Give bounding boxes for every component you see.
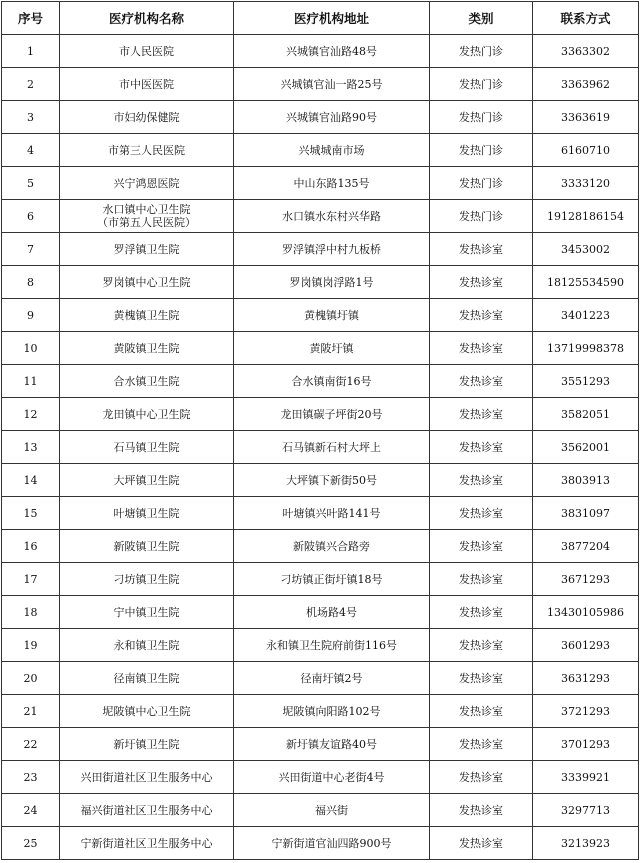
cell-category: 发热门诊 <box>430 101 533 134</box>
cell-address: 福兴街 <box>234 794 430 827</box>
table-row <box>2 35 639 68</box>
cell-no: 24 <box>2 794 60 827</box>
table-row <box>2 563 639 596</box>
cell-address: 坭陂镇向阳路102号 <box>234 695 430 728</box>
cell-name: 石马镇卫生院 <box>60 431 234 464</box>
table-row <box>2 629 639 662</box>
cell-phone: 3213923 <box>533 827 639 860</box>
cell-name: 市人民医院 <box>60 35 234 68</box>
cell-phone: 3453002 <box>533 233 639 266</box>
cell-no: 8 <box>2 266 60 299</box>
cell-no: 5 <box>2 167 60 200</box>
cell-category: 发热门诊 <box>430 200 533 233</box>
cell-address: 永和镇卫生院府前街116号 <box>234 629 430 662</box>
cell-no: 1 <box>2 35 60 68</box>
cell-phone: 3803913 <box>533 464 639 497</box>
cell-phone: 6160710 <box>533 134 639 167</box>
cell-category: 发热诊室 <box>430 233 533 266</box>
cell-phone: 3562001 <box>533 431 639 464</box>
cell-phone: 3582051 <box>533 398 639 431</box>
cell-category: 发热诊室 <box>430 365 533 398</box>
cell-name: 大坪镇卫生院 <box>60 464 234 497</box>
cell-phone: 3401223 <box>533 299 639 332</box>
cell-category: 发热诊室 <box>430 695 533 728</box>
cell-address: 机场路4号 <box>234 596 430 629</box>
cell-phone: 3363302 <box>533 35 639 68</box>
cell-address: 宁新街道官汕四路900号 <box>234 827 430 860</box>
cell-name: 市中医医院 <box>60 68 234 101</box>
cell-name: 宁新街道社区卫生服务中心 <box>60 827 234 860</box>
cell-address: 罗岗镇岗浮路1号 <box>234 266 430 299</box>
cell-name: 兴宁鸿恩医院 <box>60 167 234 200</box>
cell-category: 发热门诊 <box>430 167 533 200</box>
table-row <box>2 497 639 530</box>
table-row <box>2 101 639 134</box>
cell-phone: 3551293 <box>533 365 639 398</box>
table-row <box>2 464 639 497</box>
cell-category: 发热诊室 <box>430 398 533 431</box>
cell-no: 2 <box>2 68 60 101</box>
cell-no: 18 <box>2 596 60 629</box>
table-row <box>2 332 639 365</box>
name-line-1: 水口镇中心卫生院 <box>102 203 191 216</box>
cell-phone: 3601293 <box>533 629 639 662</box>
cell-no: 21 <box>2 695 60 728</box>
cell-name: 兴田街道社区卫生服务中心 <box>60 761 234 794</box>
table-row <box>2 530 639 563</box>
cell-category: 发热诊室 <box>430 563 533 596</box>
cell-phone: 3363962 <box>533 68 639 101</box>
cell-category: 发热诊室 <box>430 299 533 332</box>
table-header <box>2 2 639 35</box>
cell-name: 福兴街道社区卫生服务中心 <box>60 794 234 827</box>
header-category: 类别 <box>430 2 533 35</box>
cell-address: 叶塘镇兴叶路141号 <box>234 497 430 530</box>
cell-category: 发热诊室 <box>430 464 533 497</box>
table-row <box>2 266 639 299</box>
cell-address: 黄槐镇圩镇 <box>234 299 430 332</box>
cell-address: 刁坊镇正街圩镇18号 <box>234 563 430 596</box>
cell-name: 径南镇卫生院 <box>60 662 234 695</box>
cell-no: 12 <box>2 398 60 431</box>
cell-no: 11 <box>2 365 60 398</box>
table-row <box>2 596 639 629</box>
cell-name: 新陂镇卫生院 <box>60 530 234 563</box>
cell-no: 25 <box>2 827 60 860</box>
cell-phone: 3631293 <box>533 662 639 695</box>
cell-address: 龙田镇碳子坪街20号 <box>234 398 430 431</box>
cell-no: 9 <box>2 299 60 332</box>
table-row <box>2 68 639 101</box>
cell-name: 黄陂镇卫生院 <box>60 332 234 365</box>
cell-category: 发热诊室 <box>430 596 533 629</box>
cell-no: 14 <box>2 464 60 497</box>
cell-no: 7 <box>2 233 60 266</box>
cell-no: 16 <box>2 530 60 563</box>
table-row <box>2 365 639 398</box>
cell-no: 17 <box>2 563 60 596</box>
table-row <box>2 761 639 794</box>
cell-category: 发热诊室 <box>430 530 533 563</box>
cell-phone: 3671293 <box>533 563 639 596</box>
header-row <box>2 2 639 35</box>
cell-no: 4 <box>2 134 60 167</box>
cell-category: 发热门诊 <box>430 134 533 167</box>
cell-category: 发热诊室 <box>430 728 533 761</box>
cell-no: 20 <box>2 662 60 695</box>
cell-name: 永和镇卫生院 <box>60 629 234 662</box>
cell-phone: 3701293 <box>533 728 639 761</box>
table-row <box>2 200 639 233</box>
cell-category: 发热诊室 <box>430 794 533 827</box>
cell-address: 罗浮镇浮中村九板桥 <box>234 233 430 266</box>
header-phone: 联系方式 <box>533 2 639 35</box>
cell-no: 22 <box>2 728 60 761</box>
cell-phone: 3877204 <box>533 530 639 563</box>
cell-name: 市妇幼保健院 <box>60 101 234 134</box>
cell-name: 罗浮镇卫生院 <box>60 233 234 266</box>
cell-category: 发热门诊 <box>430 35 533 68</box>
header-name: 医疗机构名称 <box>60 2 234 35</box>
cell-phone: 3363619 <box>533 101 639 134</box>
cell-phone: 18125534590 <box>533 266 639 299</box>
table-row <box>2 233 639 266</box>
cell-address: 中山东路135号 <box>234 167 430 200</box>
cell-name: 龙田镇中心卫生院 <box>60 398 234 431</box>
cell-no: 19 <box>2 629 60 662</box>
cell-category: 发热门诊 <box>430 68 533 101</box>
cell-category: 发热诊室 <box>430 629 533 662</box>
cell-address: 兴田街道中心老街4号 <box>234 761 430 794</box>
cell-phone: 3831097 <box>533 497 639 530</box>
cell-phone: 3297713 <box>533 794 639 827</box>
cell-category: 发热诊室 <box>430 827 533 860</box>
table-row <box>2 794 639 827</box>
table-row <box>2 728 639 761</box>
cell-address: 径南圩镇2号 <box>234 662 430 695</box>
cell-phone: 3333120 <box>533 167 639 200</box>
table-row <box>2 398 639 431</box>
cell-address: 兴城城南市场 <box>234 134 430 167</box>
cell-address: 石马镇新石村大坪上 <box>234 431 430 464</box>
table-row <box>2 695 639 728</box>
cell-phone: 3721293 <box>533 695 639 728</box>
table-row <box>2 299 639 332</box>
cell-category: 发热诊室 <box>430 761 533 794</box>
cell-address: 黄陂圩镇 <box>234 332 430 365</box>
cell-category: 发热诊室 <box>430 332 533 365</box>
cell-name: 市第三人民医院 <box>60 134 234 167</box>
cell-name: 宁中镇卫生院 <box>60 596 234 629</box>
cell-no: 13 <box>2 431 60 464</box>
facility-table <box>1 1 639 860</box>
cell-no: 6 <box>2 200 60 233</box>
cell-name: 叶塘镇卫生院 <box>60 497 234 530</box>
cell-address: 兴城镇官汕路90号 <box>234 101 430 134</box>
cell-address: 兴城镇官汕路48号 <box>234 35 430 68</box>
cell-category: 发热诊室 <box>430 431 533 464</box>
cell-no: 15 <box>2 497 60 530</box>
table-row <box>2 827 639 860</box>
cell-address: 大坪镇下新街50号 <box>234 464 430 497</box>
cell-no: 3 <box>2 101 60 134</box>
cell-name: 合水镇卫生院 <box>60 365 234 398</box>
table-row <box>2 662 639 695</box>
cell-category: 发热诊室 <box>430 266 533 299</box>
header-address: 医疗机构地址 <box>234 2 430 35</box>
table-row <box>2 431 639 464</box>
cell-category: 发热诊室 <box>430 662 533 695</box>
cell-address: 兴城镇官汕一路25号 <box>234 68 430 101</box>
cell-category: 发热诊室 <box>430 497 533 530</box>
cell-no: 10 <box>2 332 60 365</box>
cell-name <box>60 200 234 233</box>
cell-name: 坭陂镇中心卫生院 <box>60 695 234 728</box>
cell-phone: 3339921 <box>533 761 639 794</box>
cell-phone: 13430105986 <box>533 596 639 629</box>
cell-address: 水口镇水东村兴华路 <box>234 200 430 233</box>
cell-name: 新圩镇卫生院 <box>60 728 234 761</box>
cell-name: 刁坊镇卫生院 <box>60 563 234 596</box>
cell-name: 罗岗镇中心卫生院 <box>60 266 234 299</box>
table-row <box>2 167 639 200</box>
name-line-2: （市第五人民医院） <box>97 216 196 229</box>
cell-address: 合水镇南街16号 <box>234 365 430 398</box>
cell-phone: 13719998378 <box>533 332 639 365</box>
table-row <box>2 134 639 167</box>
header-no: 序号 <box>2 2 60 35</box>
cell-no: 23 <box>2 761 60 794</box>
cell-address: 新陂镇兴合路旁 <box>234 530 430 563</box>
cell-phone: 19128186154 <box>533 200 639 233</box>
cell-address: 新圩镇友谊路40号 <box>234 728 430 761</box>
cell-name: 黄槐镇卫生院 <box>60 299 234 332</box>
table-body <box>2 35 639 860</box>
